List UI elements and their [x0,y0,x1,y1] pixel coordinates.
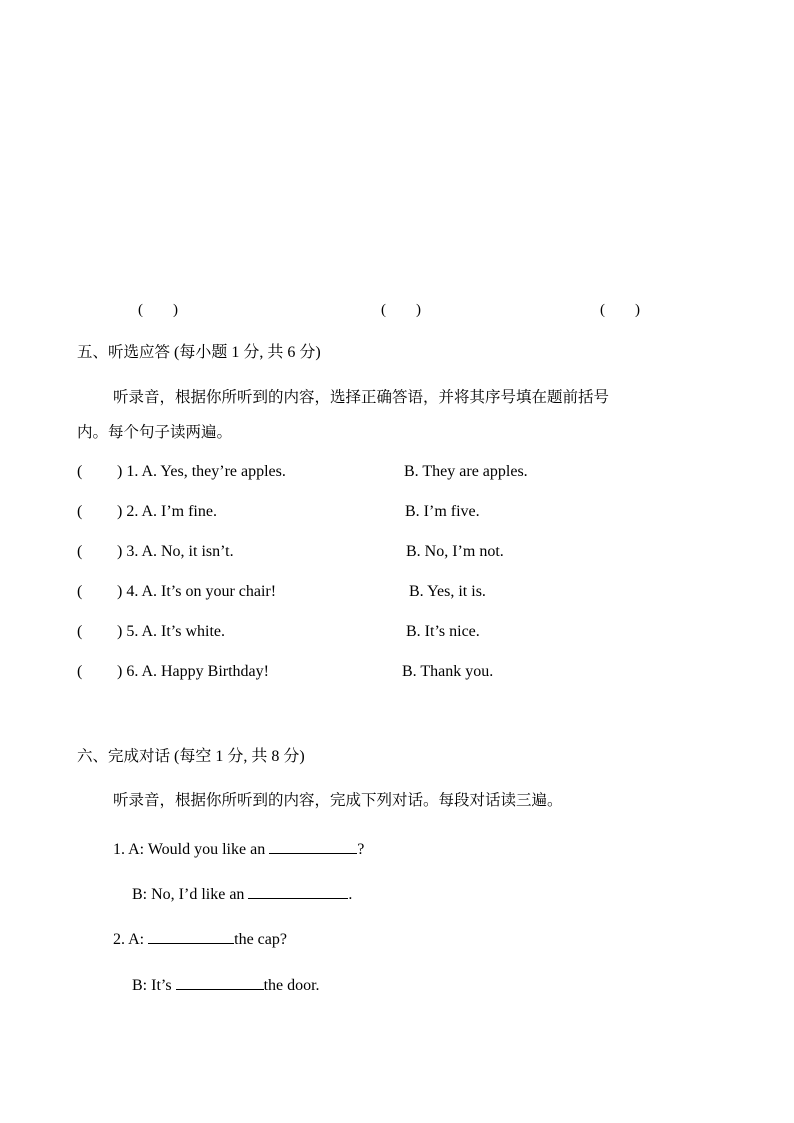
dialog2-a-suffix: the cap? [234,931,287,948]
dialog1-b-text: B: No, I’d like an [132,886,245,903]
section5-instruction-line2: 内。每个句子读两遍。 [77,423,233,441]
section5-score: (每小题 1 分, 共 6 分) [174,344,321,361]
section5-instruction-line1: 听录音，根据你所听到的内容，选择正确答语，并将其序号填在题前括号 [113,388,610,406]
question-2-option-a: ) 2. A. I’m fine. [117,503,217,520]
dialog2-a-blank[interactable] [148,929,234,944]
question-4-option-b: B. Yes, it is. [409,583,486,600]
dialog2-line-b [132,975,320,994]
dialog1-a-text: 1. A: Would you like an [113,841,266,858]
section6-title [77,749,305,765]
question-2-option-b: B. I’m five. [405,503,480,520]
question-3-option-b: B. No, I’m not. [406,543,504,560]
question-6-paren[interactable]: ( [77,663,83,680]
section6-instruction: 听录音，根据你所听到的内容，完成下列对话。每段对话读三遍。 [113,791,563,809]
question-3-option-a: ) 3. A. No, it isn’t. [117,543,234,560]
dialog1-line-b [132,884,352,903]
answer-paren-3[interactable]: ( ) [600,302,640,318]
dialog2-b-blank[interactable] [176,975,264,990]
section5-title [77,345,321,361]
question-5-paren[interactable]: ( [77,623,83,640]
question-1-option-a: ) 1. A. Yes, they’re apples. [117,463,286,480]
dialog1-a-blank[interactable] [269,839,357,854]
question-3-paren[interactable]: ( [77,543,83,560]
dialog1-b-blank[interactable] [248,884,348,899]
question-6-option-b: B. Thank you. [402,663,494,680]
section5-heading: 五、听选应答 [77,343,171,361]
question-4-paren[interactable]: ( [77,583,83,600]
answer-paren-1[interactable]: ( ) [138,302,178,318]
question-1-paren[interactable]: ( [77,463,83,480]
question-4-option-a: ) 4. A. It’s on your chair! [117,583,277,600]
question-6-option-a: ) 6. A. Happy Birthday! [117,663,269,680]
dialog2-b-suffix: the door. [263,977,320,994]
dialog2-b-text: B: It’s [132,977,172,994]
answer-paren-2[interactable]: ( ) [381,302,421,318]
section6-score: (每空 1 分, 共 8 分) [174,748,305,765]
dialog1-line-a [113,839,364,858]
dialog2-a-text: 2. A: [113,931,145,948]
section6-heading: 六、完成对话 [77,747,171,765]
question-1-option-b: B. They are apples. [404,463,528,480]
dialog1-b-suffix: . [348,886,353,903]
question-2-paren[interactable]: ( [77,503,83,520]
question-5-option-a: ) 5. A. It’s white. [117,623,225,640]
dialog1-a-suffix: ? [357,841,365,858]
question-5-option-b: B. It’s nice. [406,623,480,640]
dialog2-line-a [113,929,287,948]
